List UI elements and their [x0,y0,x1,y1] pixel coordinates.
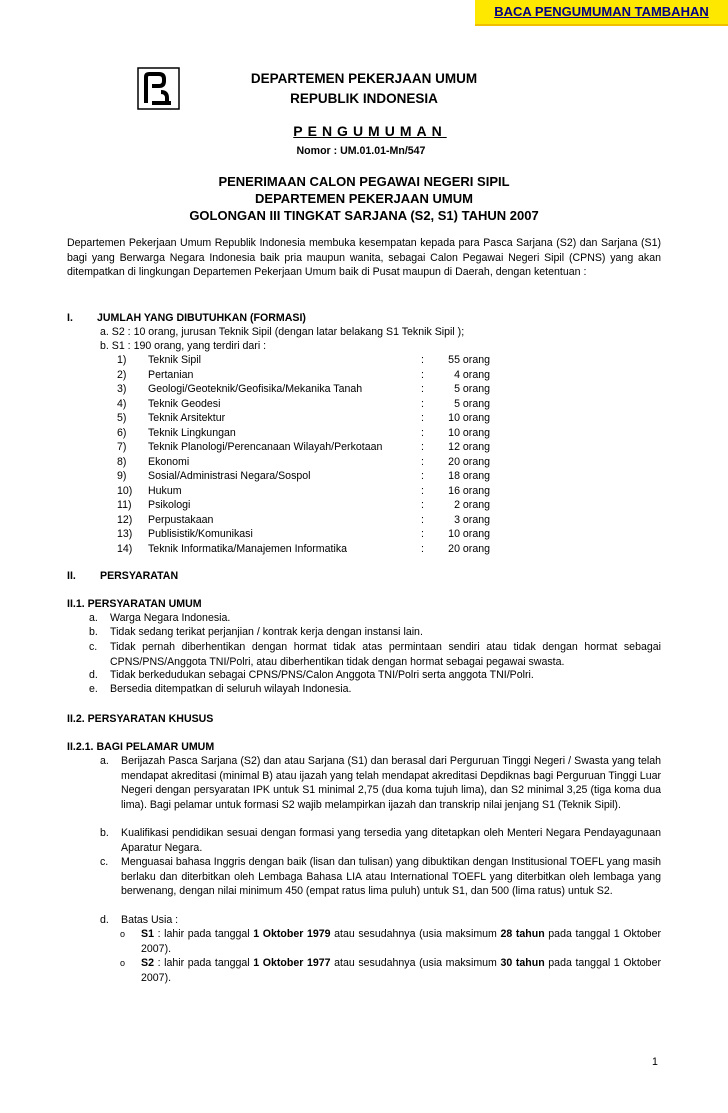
general-requirements-title: II.1. PERSYARATAN UMUM [67,598,202,610]
formasi-number: 2) [117,368,127,381]
formasi-count: 5 orang [454,383,490,395]
formasi-row [0,498,728,512]
formasi-row [0,440,728,454]
age-limit-pre: : lahir pada tanggal [153,928,254,940]
general-requirement-text: Warga Negara Indonesia. [110,612,231,624]
age-limit-pre: : lahir pada tanggal [153,957,254,969]
age-limit-date: 1 Oktober 1977 [253,957,331,969]
formasi-count: 3 orang [454,513,490,526]
formasi-count: 20 orang [448,542,490,555]
age-limit-date: 1 Oktober 1979 [253,928,331,940]
general-requirement-label: e. [89,683,98,695]
formasi-field: Psikologi [148,499,191,511]
formasi-colon: : [421,513,424,526]
formasi-number: 7) [117,441,127,453]
formasi-number: 6) [117,426,127,439]
formasi-number: 5) [117,412,127,424]
age-limit-age: 28 tahun [500,928,545,940]
org-name: DEPARTEMEN PEKERJAAN UMUM [250,71,478,86]
formasi-field: Teknik Sipil [148,354,201,366]
formasi-colon: : [421,455,424,468]
formasi-colon: : [421,426,424,439]
formasi-row [0,513,728,527]
formasi-number: 11) [117,499,132,511]
special-requirement-label: a. [100,755,109,767]
section1-item-a: a. S2 : 10 orang, jurusan Teknik Sipil (dengan latar belakang S1 Teknik Sipil ); [100,326,465,338]
section1-number: I. [67,312,73,324]
formasi-row [0,455,728,469]
page-number: 1 [652,1056,658,1068]
announcement-number: Nomor : UM.01.01-Mn/547 [296,145,426,157]
formasi-count: 10 orang [448,426,490,439]
special-requirement-text: Berijazah Pasca Sarjana (S2) dan atau Sarjana (S1) dan berasal dari Perguruan Tinggi Negeri / Swasta yang telah mendapat akreditasi (minimal B) atau ijazah yang telah mendapat akreditasi Depdiknas bagi Perguruan Tinggi Luar Negeri dengan persyaratan IPK untuk S1 minimal 2,75 (dua koma tujuh lima), dan S2 minimal 3,25 (tiga koma dua lima). Bagi pelamar untuk formasi S2 wajib melampirkan ijazah dan transkrip nilai jenjang S1 (Teknik Sipil). [121,755,662,811]
formasi-colon: : [421,412,424,424]
bullet-icon: o [120,929,126,939]
formasi-count: 4 orang [454,368,490,381]
special-requirement-label: d. [100,914,109,926]
formasi-count: 12 orang [448,441,490,453]
age-limit-mid: atau sesudahnya (usia maksimum [330,928,501,940]
formasi-count: 20 orang [448,455,490,468]
general-requirement-text: Tidak sedang terikat perjanjian / kontrak kerja dengan instansi lain. [110,626,423,638]
age-limit-mid: atau sesudahnya (usia maksimum [330,957,501,969]
age-limit-post: pada tanggal 1 Oktober 2007). [141,928,661,955]
formasi-field: Geologi/Geoteknik/Geofisika/Mekanika Tanah [148,383,363,395]
formasi-field: Teknik Informatika/Manajemen Informatika [148,542,348,555]
formasi-number: 13) [117,528,133,540]
formasi-row [0,469,728,483]
doc-title-2: DEPARTEMEN PEKERJAAN UMUM [255,191,473,206]
formasi-count: 55 orang [448,354,490,366]
formasi-number: 3) [117,383,127,395]
formasi-row [0,542,728,556]
formasi-number: 8) [117,455,127,468]
announcement-banner[interactable] [475,0,728,26]
general-requirement-text: Bersedia ditempatkan di seluruh wilayah Indonesia. [110,683,352,695]
section1-title: JUMLAH YANG DIBUTUHKAN (FORMASI) [97,312,306,324]
formasi-colon: : [421,354,424,366]
special-requirement-label: c. [100,856,109,868]
formasi-colon: : [421,383,424,395]
section2-title: PERSYARATAN [100,570,179,582]
general-requirement-label: b. [89,626,98,638]
formasi-colon: : [421,484,424,497]
general-requirement-label: c. [89,641,98,653]
formasi-field: Teknik Geodesi [148,397,221,410]
formasi-number: 9) [117,470,127,482]
formasi-row [0,382,728,396]
special-requirement-text: Batas Usia : [121,914,179,926]
formasi-field: Teknik Lingkungan [148,426,236,439]
doc-title-1: PENERIMAAN CALON PEGAWAI NEGERI SIPIL [218,174,510,189]
special-requirement-label: b. [100,827,109,839]
formasi-number: 14) [117,542,133,555]
formasi-count: 16 orang [448,484,490,497]
age-limit-post: pada tanggal 1 Oktober 2007). [141,957,661,984]
intro-paragraph: Departemen Pekerjaan Umum Republik Indonesia membuka kesempatan kepada para Pasca Sarjana (S2) dan Sarjana (S1) bagi yang Berwarga Negara Indonesia baik pria maupun wanita, sebagai Calon Pegawai Negeri Sipil (CPNS) yang akan ditempatkan di lingkungan Departemen Pekerjaan Umum baik di Pusat maupun di Daerah, dengan ketentuan : [67,237,661,278]
formasi-colon: : [421,470,424,482]
formasi-count: 18 orang [448,470,490,482]
formasi-colon: : [421,528,424,540]
announcement-title: PENGUMUMAN [293,123,447,139]
formasi-colon: : [421,397,424,410]
general-requirement-text: Tidak berkedudukan sebagai CPNS/PNS/Calon Anggota TNI/Polri serta anggota TNI/Polri. [110,669,534,681]
formasi-count: 2 orang [454,499,490,511]
formasi-colon: : [421,542,424,555]
formasi-number: 12) [117,513,133,526]
formasi-field: Ekonomi [148,455,190,468]
special-requirement-text: Menguasai bahasa Inggris dengan baik (lisan dan tulisan) yang dibuktikan dengan Institusional TOEFL yang masih berlaku dan diterbitkan oleh Lembaga Bahasa LIA atau International TOEFL yang diterbitkan oleh lembaga yang berwenang, dengan nilai minimum 450 (empat ratus lima puluh) untuk S1, dan 500 (lima ratus) untuk S2. [121,856,661,897]
age-limit-level: S1 [141,928,154,940]
formasi-number: 4) [117,397,127,410]
formasi-count: 10 orang [448,528,490,540]
formasi-colon: : [421,441,424,453]
doc-title-3: GOLONGAN III TINGKAT SARJANA (S2, S1) TAHUN 2007 [189,208,539,223]
formasi-count: 5 orang [454,397,490,410]
formasi-number: 1) [117,354,127,366]
general-requirement-text: Tidak pernah diberhentikan dengan hormat tidak atas permintaan sendiri atau tidak dengan hormat sebagai CPNS/PNS/Anggota TNI/Polri, atau diberhentikan tidak dengan hormat sebagai pegawai swasta. [110,641,661,668]
formasi-field: Hukum [148,484,182,497]
formasi-field: Teknik Planologi/Perencanaan Wilayah/Perkotaan [148,441,383,453]
formasi-colon: : [421,368,424,381]
formasi-count: 10 orang [448,412,490,424]
formasi-row [0,411,728,425]
formasi-row [0,484,728,498]
formasi-field: Pertanian [148,368,194,381]
section2-number: II. [67,570,76,582]
formasi-field: Perpustakaan [148,513,214,526]
formasi-field: Publisistik/Komunikasi [148,528,253,540]
age-limit-text [141,956,661,985]
formasi-row [0,426,728,440]
formasi-row [0,397,728,411]
bullet-icon: o [120,958,126,968]
formasi-field: Teknik Arsitektur [148,412,226,424]
general-applicant-title: II.2.1. BAGI PELAMAR UMUM [67,741,215,753]
formasi-field: Sosial/Administrasi Negara/Sospol [148,470,311,482]
formasi-number: 10) [117,484,133,497]
age-limit-level: S2 [141,957,154,969]
formasi-row [0,368,728,382]
org-country: REPUBLIK INDONESIA [290,91,438,106]
special-requirement-text: Kualifikasi pendidikan sesuai dengan formasi yang tersedia yang ditetapkan oleh Menteri Negara Pendayagunaan Aparatur Negara. [121,827,661,854]
general-requirement-label: d. [89,669,98,681]
formasi-colon: : [421,499,424,511]
age-limit-age: 30 tahun [500,957,545,969]
age-limit-text [141,927,661,956]
formasi-row [0,527,728,541]
banner-link[interactable]: BACA PENGUMUMAN TAMBAHAN [494,3,709,19]
general-requirement-label: a. [89,612,98,624]
special-requirements-title: II.2. PERSYARATAN KHUSUS [67,713,214,725]
formasi-row [0,353,728,367]
section1-item-b: b. S1 : 190 orang, yang terdiri dari : [100,340,267,352]
